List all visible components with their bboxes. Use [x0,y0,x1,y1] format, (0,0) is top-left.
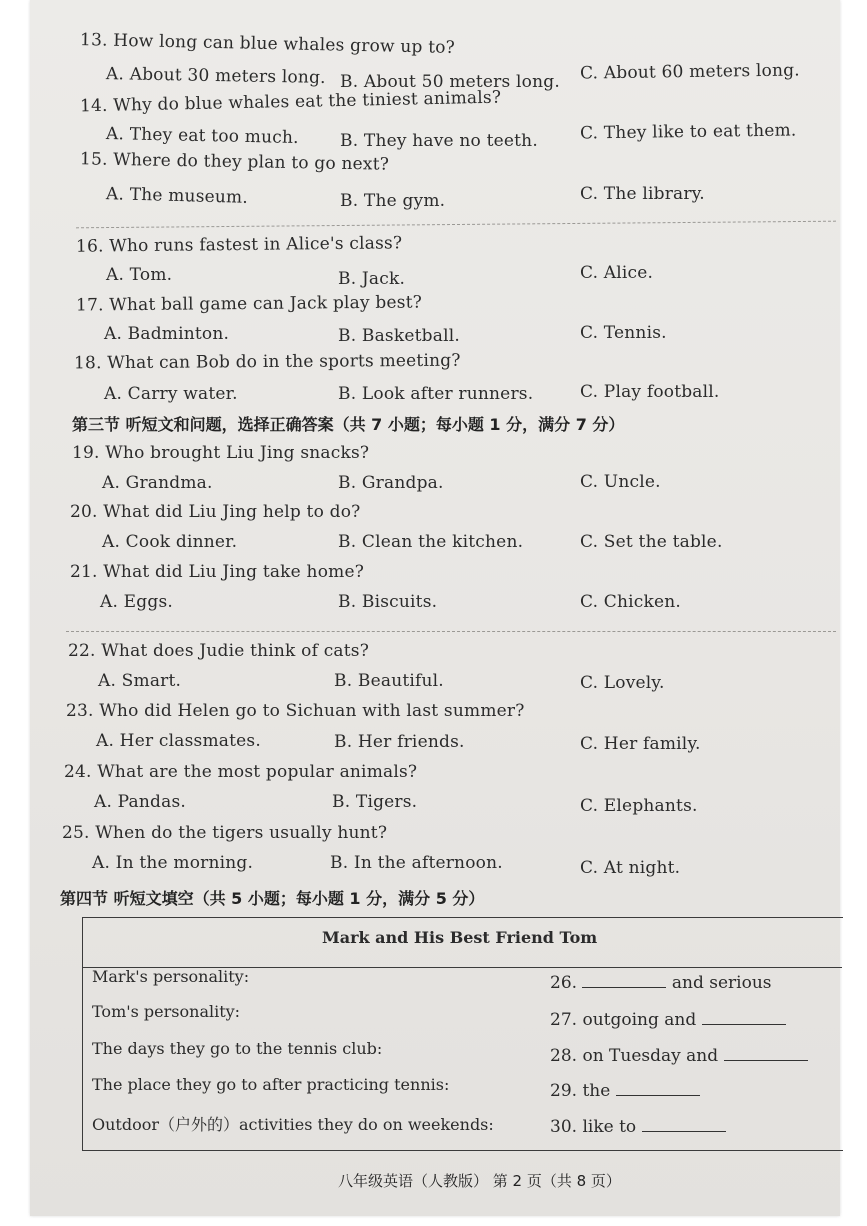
section-4-header: 第四节 听短文填空（共 5 小题；每小题 1 分，满分 5 分） [60,889,485,908]
table-row-answer-27: 27. outgoing and [550,1010,786,1030]
question-22: 22. What does Judie think of cats? [68,641,370,661]
section-divider [66,631,836,632]
q20-option-a: A. Cook dinner. [102,532,238,552]
question-15: 15. Where do they plan to go next? [79,149,390,175]
q22-option-a: A. Smart. [98,671,182,691]
answer-blank-28[interactable] [724,1046,808,1061]
q17-option-a: A. Badminton. [104,324,230,344]
q15-option-b: B. The gym. [340,191,446,211]
question-13: 13. How long can blue whales grow up to? [79,30,456,58]
question-18: 18. What can Bob do in the sports meeting? [73,350,461,374]
q14-option-a: A. They eat too much. [105,123,299,149]
q24-option-c: C. Elephants. [580,796,698,816]
question-17: 17. What ball game can Jack play best? [75,292,423,316]
section-3-header: 第三节 听短文和问题，选择正确答案（共 7 小题；每小题 1 分，满分 7 分） [72,415,625,434]
q25-option-a: A. In the morning. [92,853,254,873]
answer-blank-30[interactable] [642,1117,726,1132]
question-20: 20. What did Liu Jing help to do? [70,502,361,522]
q19-option-a: A. Grandma. [102,473,213,493]
q24-option-b: B. Tigers. [332,792,418,812]
q21-option-a: A. Eggs. [100,592,173,612]
q19-option-c: C. Uncle. [580,472,661,492]
question-23: 23. Who did Helen go to Sichuan with last summer? [66,701,525,721]
q25-option-b: B. In the afternoon. [330,853,503,873]
q20-option-b: B. Clean the kitchen. [338,532,524,552]
table-row-answer-28: 28. on Tuesday and [550,1046,808,1066]
q23-option-c: C. Her family. [580,734,701,754]
q25-option-c: C. At night. [580,858,681,878]
answer-blank-27[interactable] [702,1010,786,1025]
q21-option-c: C. Chicken. [580,592,682,612]
q18-option-c: C. Play football. [580,382,720,402]
q13-option-c: C. About 60 meters long. [579,60,800,84]
q17-option-b: B. Basketball. [338,326,460,346]
q16-option-b: B. Jack. [338,269,406,289]
q14-option-b: B. They have no teeth. [340,131,538,151]
q19-option-b: B. Grandpa. [338,473,444,493]
table-row-answer-30: 30. like to [550,1117,726,1137]
answer-blank-26[interactable] [582,973,666,988]
table-row-label: Tom's personality: [92,1002,241,1021]
q23-option-a: A. Her classmates. [96,731,261,751]
q14-option-c: C. They like to eat them. [579,120,797,144]
q13-option-a: A. About 30 meters long. [105,64,326,88]
q24-option-a: A. Pandas. [94,792,186,812]
table-row-answer-29: 29. the [550,1081,700,1101]
question-14: 14. Why do blue whales eat the tiniest animals? [79,87,502,117]
q23-option-b: B. Her friends. [334,732,465,752]
q22-option-b: B. Beautiful. [334,671,444,691]
question-25: 25. When do the tigers usually hunt? [62,823,388,843]
q15-option-c: C. The library. [580,184,705,204]
q17-option-c: C. Tennis. [580,323,667,343]
table-row-label: Outdoor（户外的）activities they do on weekends: [92,1115,494,1134]
q21-option-b: B. Biscuits. [338,592,438,612]
question-21: 21. What did Liu Jing take home? [70,562,365,582]
q16-option-c: C. Alice. [580,263,654,283]
table-row-label: The days they go to the tennis club: [92,1039,383,1058]
page-footer: 八年级英语（人教版） 第 2 页（共 8 页） [338,1172,621,1190]
q20-option-c: C. Set the table. [580,532,723,552]
table-row-answer-26: 26. and serious [550,973,772,993]
q22-option-c: C. Lovely. [580,673,665,693]
q18-option-a: A. Carry water. [104,384,238,404]
question-24: 24. What are the most popular animals? [64,762,418,782]
q16-option-a: A. Tom. [106,265,173,285]
answer-blank-29[interactable] [616,1081,700,1096]
table-row-label: Mark's personality: [92,967,250,986]
table-row-label: The place they go to after practicing tennis: [92,1075,450,1094]
question-16: 16. Who runs fastest in Alice's class? [75,233,403,257]
q13-option-b: B. About 50 meters long. [340,72,560,92]
q15-option-a: A. The museum. [105,184,249,208]
q18-option-b: B. Look after runners. [338,384,534,404]
question-19: 19. Who brought Liu Jing snacks? [72,443,370,463]
table-title: Mark and His Best Friend Tom [322,928,598,947]
